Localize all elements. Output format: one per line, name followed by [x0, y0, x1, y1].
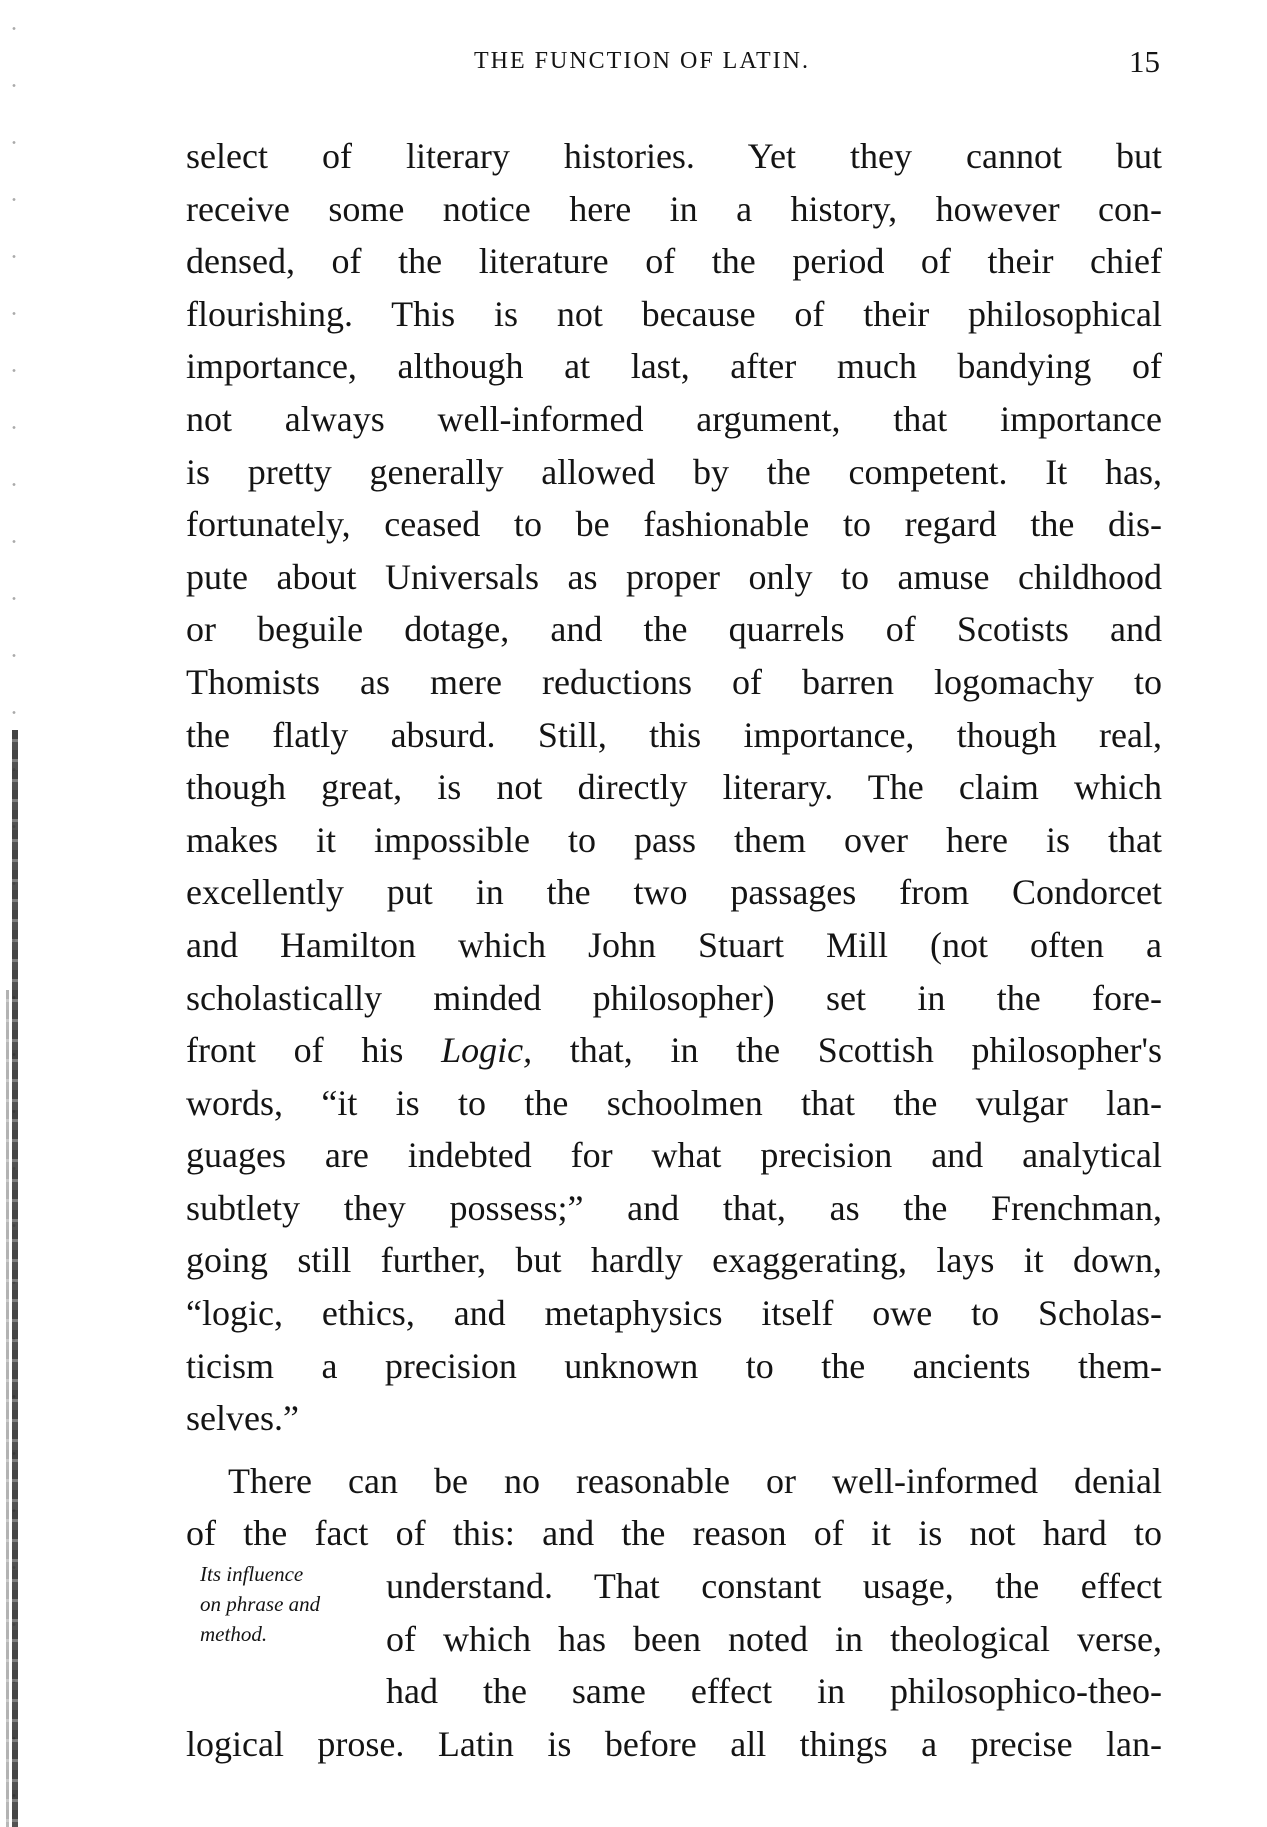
- text-line-with-logic: [186, 1024, 1162, 1077]
- book-title-logic: Logic,: [441, 1030, 533, 1071]
- text-line: densed, of the literature of the period of their chief: [186, 241, 1162, 282]
- text-line: logical prose. Latin is before all things a precise lan-: [186, 1723, 1162, 1764]
- text-line: scholastically minded philosopher) set in the fore-: [186, 977, 1162, 1018]
- running-head: [180, 44, 1180, 88]
- text-fragment: front of his: [186, 1030, 442, 1071]
- text-line: is pretty generally allowed by the competent. It has,: [186, 451, 1162, 492]
- text-line: or beguile dotage, and the quarrels of Scotists and: [186, 609, 1162, 650]
- text-line: fortunately, ceased to be fashionable to regard the dis-: [186, 504, 1162, 545]
- text-line: Thomists as mere reductions of barren logomachy to: [186, 661, 1162, 702]
- marginal-note-line: method.: [200, 1622, 268, 1646]
- text-line: pute about Universals as proper only to amuse childhood: [186, 556, 1162, 597]
- text-line: selves.”: [186, 1398, 299, 1439]
- text-line: had the same effect in philosophico-theo-: [386, 1671, 1162, 1712]
- text-line: There can be no reasonable or well-informed denial: [228, 1460, 1162, 1501]
- paragraph-gap: [186, 1445, 1162, 1455]
- page-binding-edge: [0, 0, 34, 1827]
- text-line: excellently put in the two passages from Condorcet: [186, 872, 1162, 913]
- paragraph-1: [186, 130, 1162, 1445]
- text-line: not always well-informed argument, that importance: [186, 398, 1162, 439]
- marginal-note-line: on phrase and: [200, 1592, 321, 1616]
- text-line: of which has been noted in theological verse,: [386, 1618, 1162, 1659]
- binding-shadow-line: [12, 730, 18, 1827]
- text-line: of the fact of this: and the reason of it is not hard to: [186, 1513, 1162, 1554]
- text-line: select of literary histories. Yet they cannot but: [186, 136, 1162, 176]
- body-text: [186, 130, 1162, 1770]
- running-title: THE FUNCTION OF LATIN.: [474, 48, 810, 74]
- marginal-note-line: Its influence: [200, 1562, 304, 1586]
- text-line: subtlety they possess;” and that, as the Frenchman,: [186, 1187, 1162, 1228]
- text-line: guages are indebted for what precision and analytical: [186, 1135, 1162, 1176]
- text-line: going still further, but hardly exaggerating, lays it down,: [186, 1240, 1162, 1281]
- text-line: receive some notice here in a history, however con-: [186, 188, 1162, 229]
- text-line: the flatly absurd. Still, this importance, though real,: [186, 714, 1162, 755]
- binding-shadow-thin-line: [6, 990, 9, 1827]
- text-line: makes it impossible to pass them over here is that: [186, 819, 1162, 860]
- text-fragment: that, in the Scottish philosopher's: [532, 1030, 1162, 1071]
- text-line: and Hamilton which John Stuart Mill (not often a: [186, 924, 1162, 965]
- marginal-note: [200, 1559, 390, 1649]
- text-line: “logic, ethics, and metaphysics itself owe to Scholas-: [186, 1293, 1162, 1334]
- page-number: 15: [1129, 44, 1160, 79]
- text-line: ticism a precision unknown to the ancients them-: [186, 1345, 1162, 1386]
- text-line: flourishing. This is not because of their philosophical: [186, 293, 1162, 334]
- text-line: though great, is not directly literary. The claim which: [186, 767, 1162, 808]
- text-line: words, “it is to the schoolmen that the vulgar lan-: [186, 1082, 1162, 1123]
- text-line: understand. That constant usage, the effect: [386, 1566, 1162, 1607]
- text-line: importance, although at last, after much bandying of: [186, 346, 1162, 387]
